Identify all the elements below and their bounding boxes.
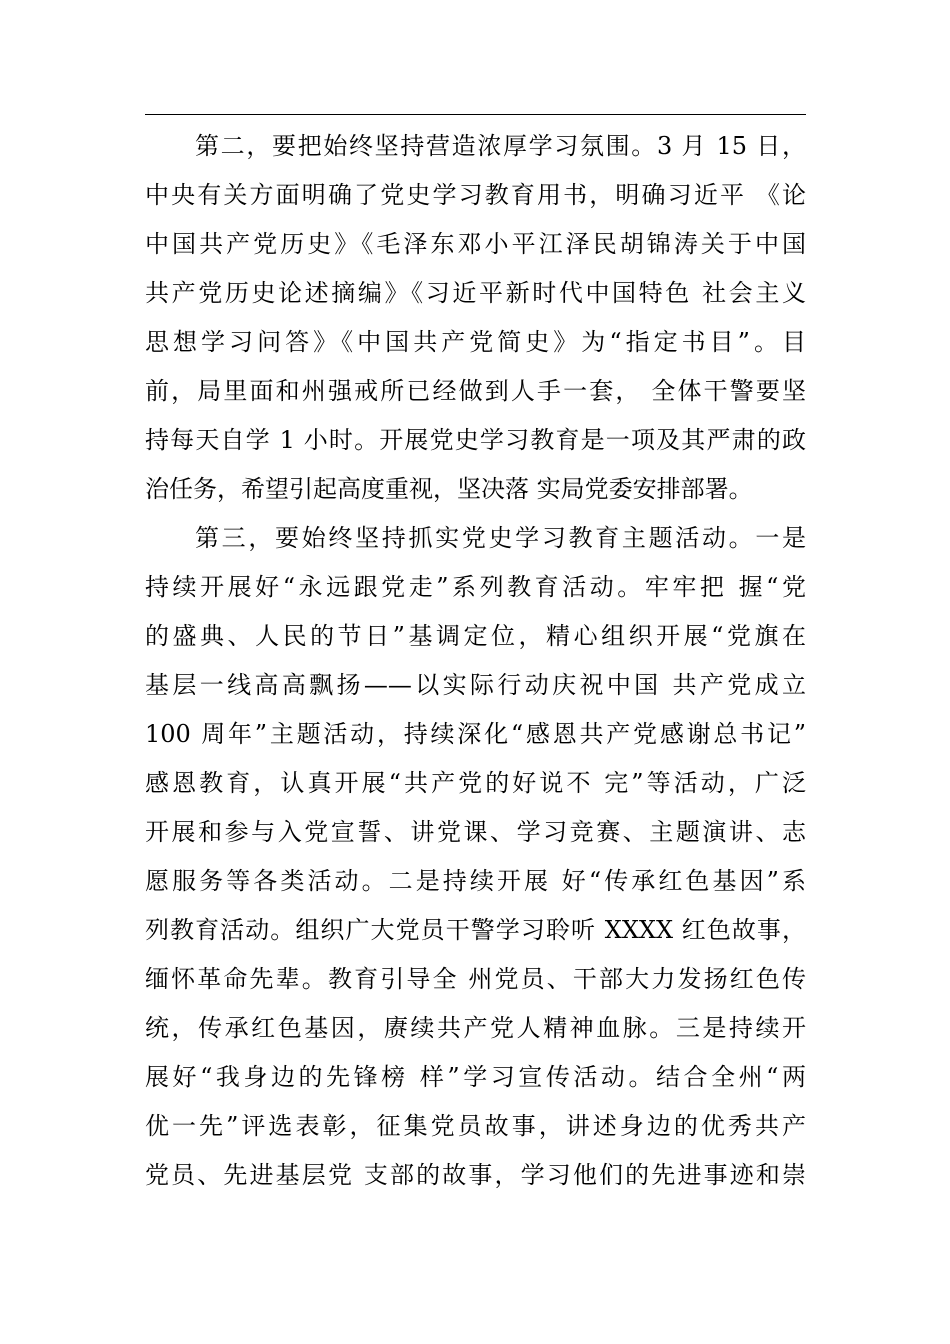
text-line: 统，传承红色基因，赓续共产党人精神血脉。三是持续开 (145, 1014, 806, 1042)
text-line: 开展和参与入党宣誓、讲党课、学习竞赛、主题演讲、志 (145, 818, 806, 846)
text-line: 优一先”评选表彰，征集党员故事，讲述身边的优秀共产 (145, 1112, 806, 1140)
text-line: 第三，要始终坚持抓实党史学习教育主题活动。一是 (195, 524, 806, 552)
text-line: 治任务，希望引起高度重视，坚决落 实局党委安排部署。 (145, 475, 753, 503)
text-line: 前，局里面和州强戒所已经做到人手一套， 全体干警要坚 (145, 377, 806, 405)
text-line: 100 周年”主题活动，持续深化“感恩共产党感谢总书记” (145, 720, 806, 748)
text-line: 共产党历史论述摘编》《习近平新时代中国特色 社会主义 (145, 279, 806, 307)
text-line: 基层一线高高飘扬——以实际行动庆祝中国 共产党成立 (145, 671, 806, 699)
paragraph-third (145, 514, 806, 1200)
paragraph-second (145, 122, 806, 514)
text-line: 感恩教育，认真开展“共产党的好说不 完”等活动，广泛 (145, 769, 806, 797)
text-line: 中国共产党历史》《毛泽东邓小平江泽民胡锦涛关于中国 (145, 230, 806, 258)
text-line: 中央有关方面明确了党史学习教育用书，明确习近平 《论 (145, 181, 806, 209)
text-line: 列教育活动。组织广大党员干警学习聆听 XXXX 红色故事， (145, 916, 806, 944)
text-line: 展好“我身边的先锋榜 样”学习宣传活动。结合全州“两 (145, 1063, 806, 1091)
text-line: 持每天自学 1 小时。开展党史学习教育是一项及其严肃的政 (145, 426, 806, 454)
text-line: 第二，要把始终坚持营造浓厚学习氛围。3 月 15 日， (195, 132, 806, 160)
text-line: 缅怀革命先辈。教育引导全 州党员、干部大力发扬红色传 (145, 965, 806, 993)
text-line: 思想学习问答》《中国共产党简史》为“指定书目”。目 (145, 328, 806, 356)
text-line: 党员、先进基层党 支部的故事，学习他们的先进事迹和崇 (145, 1161, 806, 1189)
document-body (145, 122, 806, 1200)
text-line: 愿服务等各类活动。二是持续开展 好“传承红色基因”系 (145, 867, 806, 895)
header-rule (145, 114, 806, 115)
text-line: 持续开展好“永远跟党走”系列教育活动。牢牢把 握“党 (145, 573, 806, 601)
text-line: 的盛典、人民的节日”基调定位，精心组织开展“党旗在 (145, 622, 806, 650)
